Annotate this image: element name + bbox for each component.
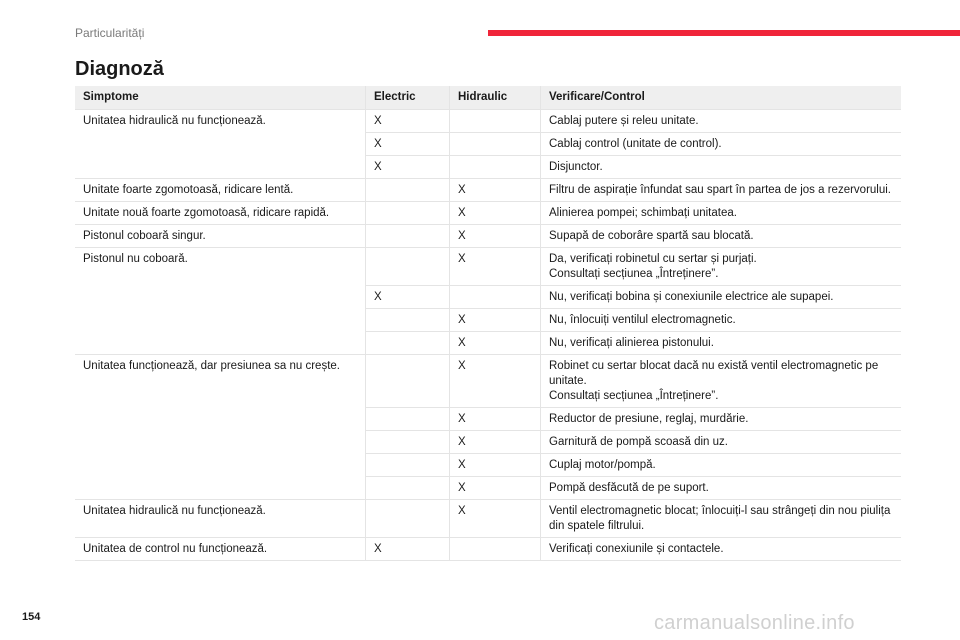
hydraulic-cell	[450, 156, 541, 179]
electric-cell	[366, 431, 450, 454]
check-cell	[541, 179, 902, 202]
symptom-cell: Unitatea hidraulică nu funcționează.	[75, 110, 366, 179]
section-accent-bar	[488, 30, 960, 36]
hydraulic-cell: X	[450, 309, 541, 332]
hydraulic-cell: X	[450, 248, 541, 286]
symptom-cell: Unitate foarte zgomotoasă, ridicare lentă.	[75, 179, 366, 202]
hydraulic-cell: X	[450, 500, 541, 538]
table-row	[75, 248, 901, 286]
check-text: Ventil electromagnetic blocat; înlocuiți-l sau strângeți din nou piulița din spatele filtrului.	[549, 505, 891, 532]
table-row	[75, 538, 901, 561]
column-header-symptoms: Simptome	[75, 86, 366, 110]
check-text: Robinet cu sertar blocat dacă nu există ventil electromagnetic pe unitate.	[549, 360, 879, 387]
check-cell	[541, 477, 902, 500]
electric-cell	[366, 179, 450, 202]
electric-cell	[366, 500, 450, 538]
section-label: Particularități	[75, 26, 145, 40]
check-text: Garnitură de pompă scoasă din uz.	[549, 436, 728, 448]
hydraulic-cell	[450, 110, 541, 133]
table-row	[75, 355, 901, 408]
check-text: Nu, înlocuiți ventilul electromagnetic.	[549, 314, 736, 326]
check-text: Verificați conexiunile și contactele.	[549, 543, 724, 555]
table-body	[75, 110, 901, 561]
electric-cell	[366, 355, 450, 408]
electric-cell	[366, 332, 450, 355]
column-header-hydraulic: Hidraulic	[450, 86, 541, 110]
electric-cell: X	[366, 286, 450, 309]
table-row	[75, 110, 901, 133]
electric-cell: X	[366, 133, 450, 156]
check-text: Reductor de presiune, reglaj, murdărie.	[549, 413, 749, 425]
check-text: Supapă de coborâre spartă sau blocată.	[549, 230, 754, 242]
check-cell	[541, 332, 902, 355]
check-note: Consultați secțiunea „Întreținere”.	[549, 390, 719, 402]
symptom-cell: Unitatea hidraulică nu funcționează.	[75, 500, 366, 538]
table-row	[75, 179, 901, 202]
hydraulic-cell	[450, 286, 541, 309]
page-number: 154	[22, 611, 41, 623]
symptom-cell: Unitate nouă foarte zgomotoasă, ridicare rapidă.	[75, 202, 366, 225]
watermark: carmanualsonline.info	[654, 612, 855, 634]
check-text: Da, verificați robinetul cu sertar și purjați.	[549, 253, 757, 265]
hydraulic-cell: X	[450, 225, 541, 248]
check-cell	[541, 431, 902, 454]
hydraulic-cell: X	[450, 477, 541, 500]
check-text: Cablaj putere și releu unitate.	[549, 115, 699, 127]
hydraulic-cell: X	[450, 454, 541, 477]
check-text: Pompă desfăcută de pe suport.	[549, 482, 709, 494]
column-header-check: Verificare/Control	[541, 86, 902, 110]
electric-cell	[366, 477, 450, 500]
table-row	[75, 225, 901, 248]
check-cell	[541, 286, 902, 309]
symptom-cell: Unitatea funcționează, dar presiunea sa nu crește.	[75, 355, 366, 500]
table-header-row	[75, 86, 901, 110]
electric-cell	[366, 248, 450, 286]
check-cell	[541, 248, 902, 286]
check-cell	[541, 408, 902, 431]
hydraulic-cell: X	[450, 202, 541, 225]
check-cell	[541, 202, 902, 225]
electric-cell	[366, 202, 450, 225]
check-text: Cablaj control (unitate de control).	[549, 138, 722, 150]
check-cell	[541, 225, 902, 248]
check-cell	[541, 355, 902, 408]
hydraulic-cell: X	[450, 355, 541, 408]
electric-cell: X	[366, 110, 450, 133]
symptom-cell: Pistonul nu coboară.	[75, 248, 366, 355]
hydraulic-cell	[450, 538, 541, 561]
hydraulic-cell: X	[450, 408, 541, 431]
check-text: Cuplaj motor/pompă.	[549, 459, 656, 471]
electric-cell: X	[366, 538, 450, 561]
electric-cell	[366, 309, 450, 332]
check-text: Nu, verificați bobina și conexiunile electrice ale supapei.	[549, 291, 834, 303]
diagnosis-table	[75, 86, 901, 561]
hydraulic-cell	[450, 133, 541, 156]
check-cell	[541, 156, 902, 179]
electric-cell	[366, 454, 450, 477]
check-note: Consultați secțiunea „Întreținere”.	[549, 268, 719, 280]
check-cell	[541, 309, 902, 332]
hydraulic-cell: X	[450, 332, 541, 355]
symptom-cell: Pistonul coboară singur.	[75, 225, 366, 248]
check-cell	[541, 454, 902, 477]
hydraulic-cell: X	[450, 431, 541, 454]
column-header-electric: Electric	[366, 86, 450, 110]
table-row	[75, 500, 901, 538]
electric-cell: X	[366, 156, 450, 179]
page-title: Diagnoză	[75, 58, 164, 80]
table-row	[75, 202, 901, 225]
check-cell	[541, 133, 902, 156]
check-cell	[541, 538, 902, 561]
electric-cell	[366, 225, 450, 248]
check-text: Nu, verificați alinierea pistonului.	[549, 337, 714, 349]
check-cell	[541, 110, 902, 133]
check-text: Disjunctor.	[549, 161, 603, 173]
symptom-cell: Unitatea de control nu funcționează.	[75, 538, 366, 561]
check-text: Alinierea pompei; schimbați unitatea.	[549, 207, 737, 219]
check-cell	[541, 500, 902, 538]
electric-cell	[366, 408, 450, 431]
check-text: Filtru de aspirație înfundat sau spart în partea de jos a rezervorului.	[549, 184, 891, 196]
hydraulic-cell: X	[450, 179, 541, 202]
